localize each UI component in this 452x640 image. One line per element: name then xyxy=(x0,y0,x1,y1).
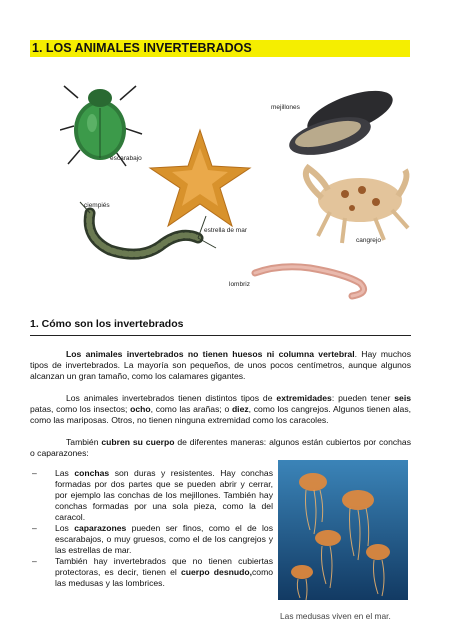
mussels-image xyxy=(285,82,398,163)
title-bar xyxy=(30,40,410,57)
photo-caption: Las medusas viven en el mar. xyxy=(280,611,391,621)
list-item: – Las conchas son duras y resistentes. Hay conchas formadas por dos partes que se pueden abrir y cerrar, por ejemplo las conchas de los mejillones. También hay conchas formadas por una sola pieza, como la del caracol. xyxy=(32,468,273,522)
label-mejillones: mejillones xyxy=(271,104,300,111)
list-item: – Los caparazones pueden ser finos, como el de los escarabajos, o muy gruesos, como el de los cangrejos y las estrellas de mar. xyxy=(32,523,273,555)
label-lombriz: lombriz xyxy=(229,281,250,288)
list-item: – También hay invertebrados que no tienen cubiertas protectoras, es decir, tienen el cuerpo desnudo,como las medusas y las lombrices. xyxy=(32,556,274,588)
label-cangrejo: cangrejo xyxy=(356,237,381,244)
invertebrates-illustration xyxy=(60,78,415,300)
crab-image xyxy=(306,168,408,243)
section-rule xyxy=(30,335,411,336)
beetle-image xyxy=(60,86,142,166)
paragraph-2: Los animales invertebrados tienen distintos tipos de extremidades: pueden tener seis patas, como los insectos; ocho, como las arañas; o diez, como los cangrejos. Algunos tienen alas, como las mariposas. Otros, no tienen ninguna extremidad como los caracoles. xyxy=(30,393,411,425)
paragraph-3: También cubren su cuerpo de diferentes maneras: algunos están cubiertos por conchas o caparazones: xyxy=(30,437,411,458)
paragraph-1: Los animales invertebrados no tienen huesos ni columna vertebral. Hay muchos tipos de invertebrados. La mayoría son pequeños, de unos pocos centímetros, aunque algunos alcanzan un gran tamaño, como los calamares gigantes. xyxy=(30,349,411,381)
label-estrella: estrella de mar xyxy=(204,227,247,234)
starfish-image xyxy=(150,130,250,226)
page-title: 1. LOS ANIMALES INVERTEBRADOS xyxy=(32,41,252,55)
section-title: 1. Cómo son los invertebrados xyxy=(30,318,184,330)
label-escarabajo: escarabajo xyxy=(110,155,142,162)
worm-image xyxy=(255,267,364,296)
bullet-list xyxy=(30,468,273,589)
label-ciempies: ciempiés xyxy=(84,202,110,209)
jellyfish-photo xyxy=(278,460,408,600)
centipede-image xyxy=(80,202,216,254)
